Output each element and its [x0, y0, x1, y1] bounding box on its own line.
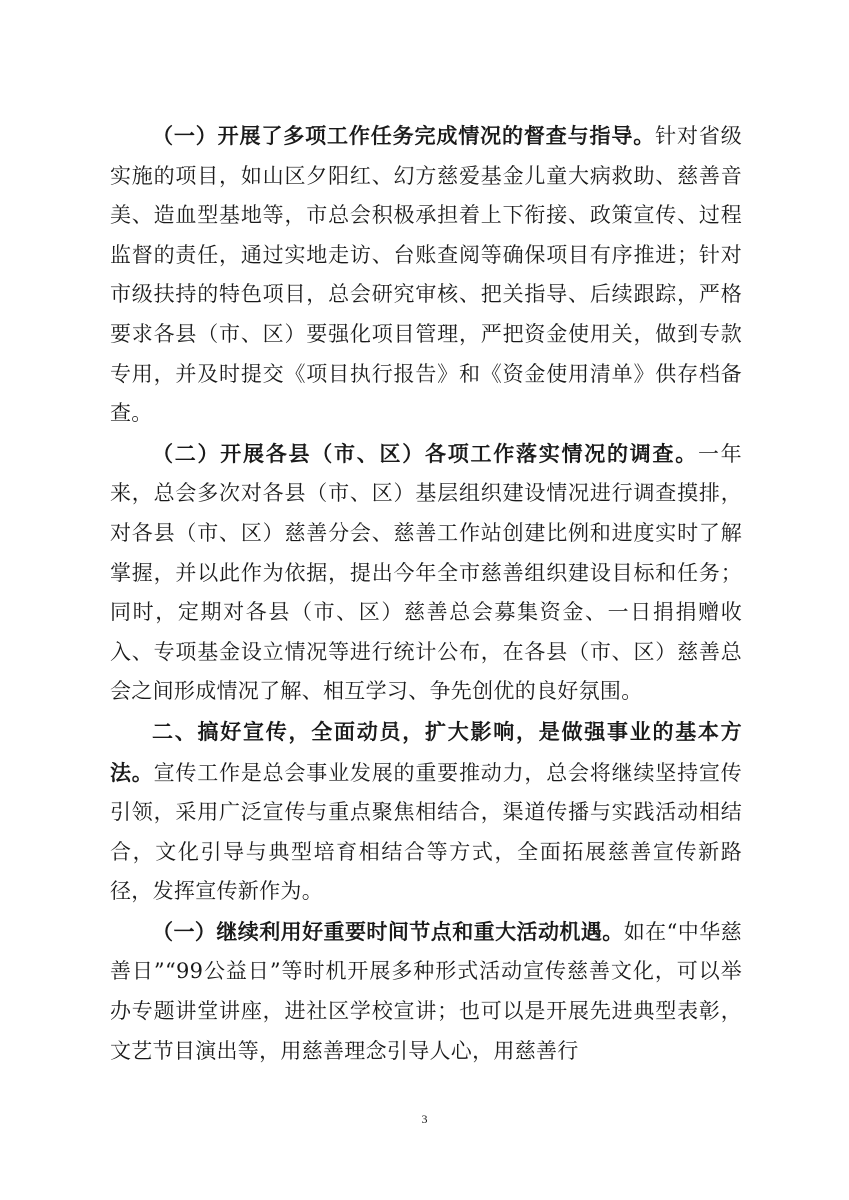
paragraph-2-body: 一年来，总会多次对各县（市、区）基层组织建设情况进行调查摸排，对各县（市、区）慈善分会、慈善工作站创建比例和进度实时了解掌握，并以此作为依据，提出今年全市慈善组织建设目标和任务；同时，定期对各县（市、区）慈善总会募集资金、一日捐捐赠收入、专项基金设立情况等进行统计公布，在各县（市、区）慈善总会之间形成情况了解、相互学习、争先创优的良好氛围。 [110, 441, 742, 704]
paragraph-3 [110, 712, 742, 912]
paragraph-4-heading: （一）继续利用好重要时间节点和重大活动机遇。 [152, 918, 624, 944]
page-number: 3 [421, 1112, 428, 1126]
paragraph-1-heading: （一）开展了多项工作任务完成情况的督查与指导。 [152, 123, 656, 148]
paragraph-2 [110, 434, 742, 712]
paragraph-4-body: 如在“中华慈善日”“99公益日”等时机开展多种形式活动宣传慈善文化，可以举办专题讲堂讲座，进社区学校宣讲；也可以是开展先进典型表彰，文艺节目演出等，用慈善理念引导人心，用慈善行 [110, 919, 742, 1063]
paragraph-1-body: 针对省级实施的项目，如山区夕阳红、幻方慈爱基金儿童大病救助、慈善音美、造血型基地等，市总会积极承担着上下衔接、政策宣传、过程监督的责任，通过实地走访、台账查阅等确保项目有序推进；针对市级扶持的特色项目，总会研究审核、把关指导、后续跟踪，严格要求各县（市、区）要强化项目管理，严把资金使用关，做到专款专用，并及时提交《项目执行报告》和《资金使用清单》供存档备查。 [110, 124, 742, 426]
document-page [110, 116, 742, 1071]
paragraph-3-heading: 二、搞好宣传，全面动员，扩大影响，是做强事业的基本方法。 [110, 718, 742, 785]
paragraph-3-body: 宣传工作是总会事业发展的重要推动力，总会将继续坚持宣传引领，采用广泛宣传与重点聚焦相结合，渠道传播与实践活动相结合，文化引导与典型培育相结合等方式，全面拓展慈善宣传新路径，发挥宣传新作为。 [110, 760, 742, 904]
paragraph-4 [110, 912, 742, 1071]
paragraph-1 [110, 116, 742, 434]
paragraph-2-heading: （二）开展各县（市、区）各项工作落实情况的调查。 [152, 440, 698, 466]
